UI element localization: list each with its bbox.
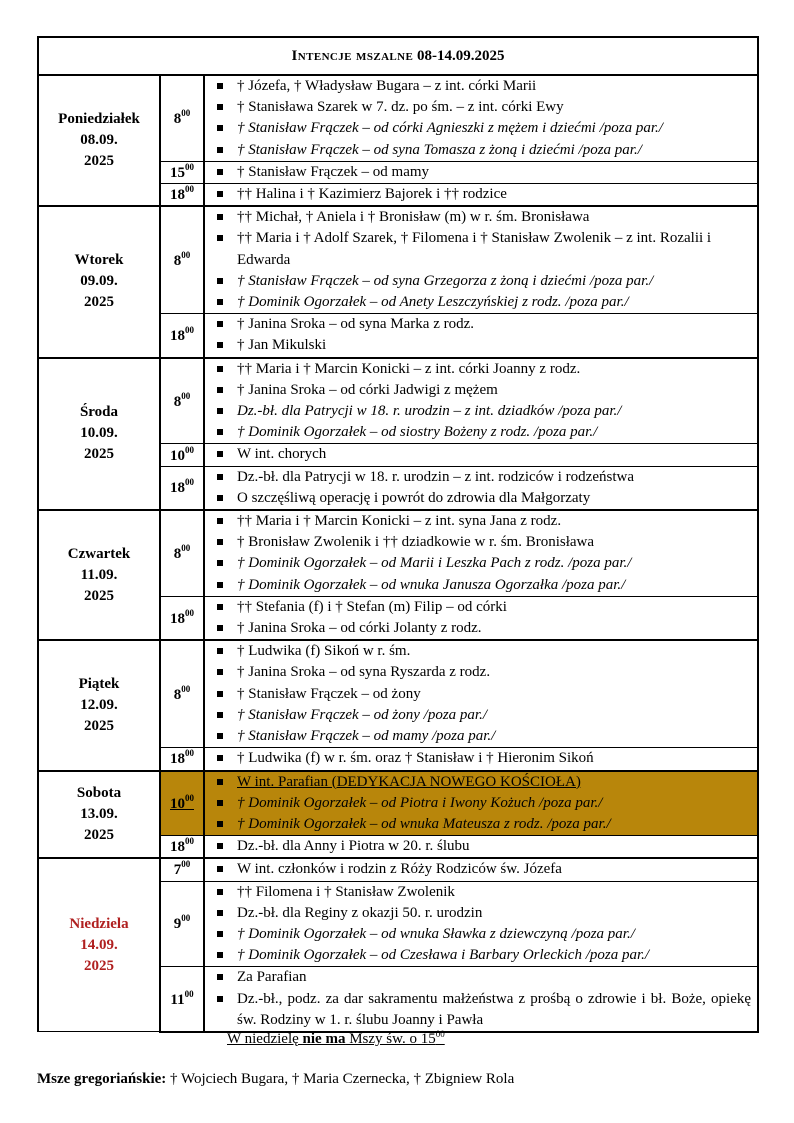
time-minutes: 00 — [185, 748, 194, 759]
intention-item: † Janina Sroka – od syna Marka z rodz. — [205, 314, 751, 335]
time-minutes: 00 — [185, 792, 194, 803]
intention-item: W int. Parafian (DEDYKACJA NOWEGO KOŚCIOŁA) — [205, 772, 751, 793]
day-year: 2025 — [84, 446, 114, 463]
time-hour: 18 — [170, 610, 185, 627]
day-cell — [38, 510, 160, 640]
time-hour: 8 — [173, 686, 182, 703]
time-minutes: 00 — [181, 683, 191, 694]
sunday-note — [227, 1029, 445, 1048]
intention-item: † Dominik Ogorzałek – od Czesława i Barbary Orleckich /poza par./ — [205, 945, 751, 966]
day-date: 10.09. — [80, 425, 118, 442]
day-year: 2025 — [84, 957, 114, 974]
mass-time — [160, 640, 204, 748]
title-prefix: Intencje mszalne — [291, 47, 414, 64]
intention-item: † Stanisław Frączek – od mamy /poza par./ — [205, 726, 751, 747]
intention-item: †† Maria i † Marcin Konicki – z int. córki Joanny z rodz. — [205, 359, 751, 380]
intention-item: † Dominik Ogorzałek – od Piotra i Iwony Kożuch /poza par./ — [205, 793, 751, 814]
intentions-cell — [204, 510, 758, 596]
time-minutes: 00 — [181, 249, 191, 260]
intentions-list — [205, 836, 757, 857]
intentions-cell — [204, 314, 758, 358]
intentions-list — [205, 597, 757, 639]
intention-item: † Ludwika (f) w r. śm. oraz † Stanisław i † Hieronim Sikoń — [205, 748, 751, 769]
mass-row — [38, 771, 758, 836]
time-hour: 11 — [170, 991, 185, 1008]
day-date: 11.09. — [80, 566, 118, 583]
gregorian-text: † Wojciech Bugara, † Maria Czernecka, † Zbigniew Rola — [166, 1071, 515, 1087]
intention-item: † Stanisława Szarek w 7. dz. po śm. – z int. córki Ewy — [205, 97, 751, 118]
day-year: 2025 — [84, 587, 114, 604]
time-hour: 8 — [173, 393, 182, 410]
mass-time — [160, 967, 204, 1032]
intentions-cell — [204, 858, 758, 881]
intentions-cell — [204, 596, 758, 640]
mass-time — [160, 314, 204, 358]
mass-time — [160, 161, 204, 183]
mass-time — [160, 510, 204, 596]
intention-item: W int. chorych — [205, 444, 751, 465]
time-hour: 7 — [173, 862, 182, 879]
time-minutes: 00 — [185, 477, 194, 488]
time-minutes: 00 — [181, 913, 191, 924]
intentions-cell — [204, 836, 758, 859]
intention-item: † Bronisław Zwolenik i †† dziadkowie w r. śm. Bronisława — [205, 532, 751, 553]
time-minutes: 00 — [185, 184, 194, 195]
day-date: 09.09. — [80, 273, 118, 290]
intentions-list — [205, 641, 757, 747]
mass-time — [160, 748, 204, 771]
mass-row — [38, 75, 758, 161]
intentions-cell — [204, 640, 758, 748]
day-name: Poniedziałek — [58, 111, 140, 128]
day-year: 2025 — [84, 826, 114, 843]
intention-item: †† Halina i † Kazimierz Bajorek i †† rodzice — [205, 184, 751, 205]
intentions-list — [205, 511, 757, 596]
intentions-cell — [204, 771, 758, 836]
intention-item: † Dominik Ogorzałek – od siostry Bożeny z rodz. /poza par./ — [205, 422, 751, 443]
note-post: Mszy św. o 15 — [345, 1031, 436, 1047]
time-minutes: 00 — [181, 107, 191, 118]
intention-item: † Stanisław Frączek – od mamy — [205, 162, 751, 183]
time-minutes: 00 — [181, 390, 191, 401]
time-hour: 18 — [170, 751, 185, 768]
mass-row — [38, 358, 758, 444]
intention-item: W int. członków i rodzin z Róży Rodziców św. Józefa — [205, 859, 751, 880]
intention-item: Dz.-bł. dla Anny i Piotra w 20. r. ślubu — [205, 836, 751, 857]
intention-item: Dz.-bł., podz. za dar sakramentu małżeństwa z prośbą o zdrowie i bł. Boże, opiekę św. Rodziny w 1. r. ślubu Joanny i Pawła — [205, 989, 751, 1031]
intention-item: Dz.-bł. dla Reginy z okazji 50. r. urodzin — [205, 903, 751, 924]
mass-row — [38, 640, 758, 748]
intention-item: † Stanisław Frączek – od syna Tomasza z żoną i dziećmi /poza par./ — [205, 140, 751, 161]
intentions-cell — [204, 444, 758, 466]
intention-item: † Dominik Ogorzałek – od Anety Leszczyńskiej z rodz. /poza par./ — [205, 292, 751, 313]
gregorian-label: Msze gregoriańskie: — [37, 1071, 167, 1087]
day-date: 14.09. — [80, 936, 118, 953]
day-cell — [38, 771, 160, 859]
mass-time — [160, 75, 204, 161]
intention-item: Dz.-bł. dla Patrycji w 18. r. urodzin – z int. rodziców i rodzeństwa — [205, 467, 751, 488]
intentions-cell — [204, 748, 758, 771]
time-minutes: 00 — [184, 988, 194, 999]
intention-item: †† Stefania (f) i † Stefan (m) Filip – od córki — [205, 597, 751, 618]
day-date: 08.09. — [80, 132, 118, 149]
time-hour: 10 — [170, 795, 185, 812]
intention-item: †† Filomena i † Stanisław Zwolenik — [205, 882, 751, 903]
intention-item: O szczęśliwą operację i powrót do zdrowia dla Małgorzaty — [205, 488, 751, 509]
mass-time — [160, 444, 204, 466]
day-name: Środa — [79, 404, 119, 421]
time-hour: 18 — [170, 480, 185, 497]
mass-time — [160, 206, 204, 314]
day-year: 2025 — [84, 294, 114, 311]
time-hour: 18 — [170, 839, 185, 856]
intention-item: † Dominik Ogorzałek – od Marii i Leszka Pach z rodz. /poza par./ — [205, 553, 751, 574]
note-bold: nie ma — [302, 1031, 346, 1047]
intention-item: † Dominik Ogorzałek – od wnuka Sławka z dziewczyną /poza par./ — [205, 924, 751, 945]
intentions-cell — [204, 881, 758, 967]
time-minutes: 00 — [181, 859, 191, 870]
mass-time — [160, 771, 204, 836]
intention-item: †† Maria i † Marcin Konicki – z int. syna Jana z rodz. — [205, 511, 751, 532]
intentions-cell — [204, 466, 758, 510]
intentions-list — [205, 882, 757, 967]
intentions-cell — [204, 161, 758, 183]
intention-item: † Janina Sroka – od córki Jolanty z rodz. — [205, 618, 751, 639]
time-hour: 8 — [173, 110, 182, 127]
intentions-list — [205, 967, 757, 1031]
day-name: Czwartek — [67, 545, 131, 562]
mass-time — [160, 858, 204, 881]
day-cell — [38, 858, 160, 1032]
day-year: 2025 — [84, 153, 114, 170]
time-minutes: 00 — [185, 161, 194, 172]
mass-time — [160, 358, 204, 444]
day-cell — [38, 358, 160, 510]
mass-row — [38, 858, 758, 881]
intention-item: † Stanisław Frączek – od żony — [205, 684, 751, 705]
mass-time — [160, 466, 204, 510]
intention-item: † Józefa, † Władysław Bugara – z int. córki Marii — [205, 76, 751, 97]
day-date: 12.09. — [80, 696, 118, 713]
intentions-list — [205, 162, 757, 183]
intentions-list — [205, 859, 757, 880]
intention-item: † Dominik Ogorzałek – od wnuka Mateusza z rodz. /poza par./ — [205, 814, 751, 835]
intentions-cell — [204, 358, 758, 444]
intentions-list — [205, 772, 757, 836]
day-cell — [38, 75, 160, 206]
time-hour: 8 — [173, 545, 182, 562]
intention-item: † Ludwika (f) Sikoń w r. śm. — [205, 641, 751, 662]
note-sup: 00 — [435, 1029, 445, 1039]
intention-item: †† Michał, † Aniela i † Bronisław (m) w r. śm. Bronisława — [205, 207, 751, 228]
day-year: 2025 — [84, 717, 114, 734]
intention-item: † Jan Mikulski — [205, 335, 751, 356]
day-cell — [38, 640, 160, 770]
intentions-list — [205, 748, 757, 769]
time-minutes: 00 — [185, 324, 194, 335]
intentions-list — [205, 444, 757, 465]
intentions-cell — [204, 184, 758, 207]
intention-item: † Stanisław Frączek – od żony /poza par./ — [205, 705, 751, 726]
time-hour: 9 — [173, 916, 182, 933]
intention-item: Dz.-bł. dla Patrycji w 18. r. urodzin – z int. dziadków /poza par./ — [205, 401, 751, 422]
intentions-cell — [204, 75, 758, 161]
day-name: Wtorek — [74, 252, 124, 269]
time-hour: 8 — [173, 252, 182, 269]
mass-time — [160, 836, 204, 859]
intentions-list — [205, 184, 757, 205]
title-dates: 08-14.09.2025 — [413, 47, 505, 64]
mass-time — [160, 184, 204, 207]
intentions-list — [205, 467, 757, 509]
intention-item: † Janina Sroka – od syna Ryszarda z rodz. — [205, 662, 751, 683]
day-cell — [38, 206, 160, 357]
mass-time — [160, 881, 204, 967]
day-name: Niedziela — [69, 915, 129, 932]
time-hour: 15 — [170, 164, 185, 181]
mass-row — [38, 510, 758, 596]
page-title — [38, 37, 758, 75]
day-name: Piątek — [78, 675, 120, 692]
day-date: 13.09. — [80, 805, 118, 822]
mass-time — [160, 596, 204, 640]
time-minutes: 00 — [181, 542, 191, 553]
intentions-list — [205, 359, 757, 444]
time-minutes: 00 — [185, 607, 194, 618]
intentions-list — [205, 207, 757, 313]
intentions-table — [37, 36, 759, 1033]
day-name: Sobota — [76, 784, 122, 801]
time-hour: 18 — [170, 187, 185, 204]
intention-item: † Dominik Ogorzałek – od wnuka Janusza Ogorzałka /poza par./ — [205, 575, 751, 596]
intentions-cell — [204, 206, 758, 314]
intention-item: † Stanisław Frączek – od syna Grzegorza z żoną i dziećmi /poza par./ — [205, 271, 751, 292]
intentions-cell — [204, 967, 758, 1032]
intention-item: Za Parafian — [205, 967, 751, 988]
note-pre: W niedzielę — [227, 1031, 303, 1047]
intentions-list — [205, 76, 757, 161]
time-hour: 10 — [170, 447, 185, 464]
time-hour: 18 — [170, 327, 185, 344]
intention-item: †† Maria i † Adolf Szarek, † Filomena i † Stanisław Zwolenik – z int. Rozalii i Edwarda — [205, 228, 751, 270]
intentions-list — [205, 314, 757, 356]
mass-row — [38, 206, 758, 314]
intention-item: † Stanisław Frączek – od córki Agnieszki z mężem i dziećmi /poza par./ — [205, 118, 751, 139]
intention-item: † Janina Sroka – od córki Jadwigi z mężem — [205, 380, 751, 401]
gregorian-masses — [37, 1071, 514, 1088]
time-minutes: 00 — [185, 836, 194, 847]
time-minutes: 00 — [185, 444, 194, 455]
